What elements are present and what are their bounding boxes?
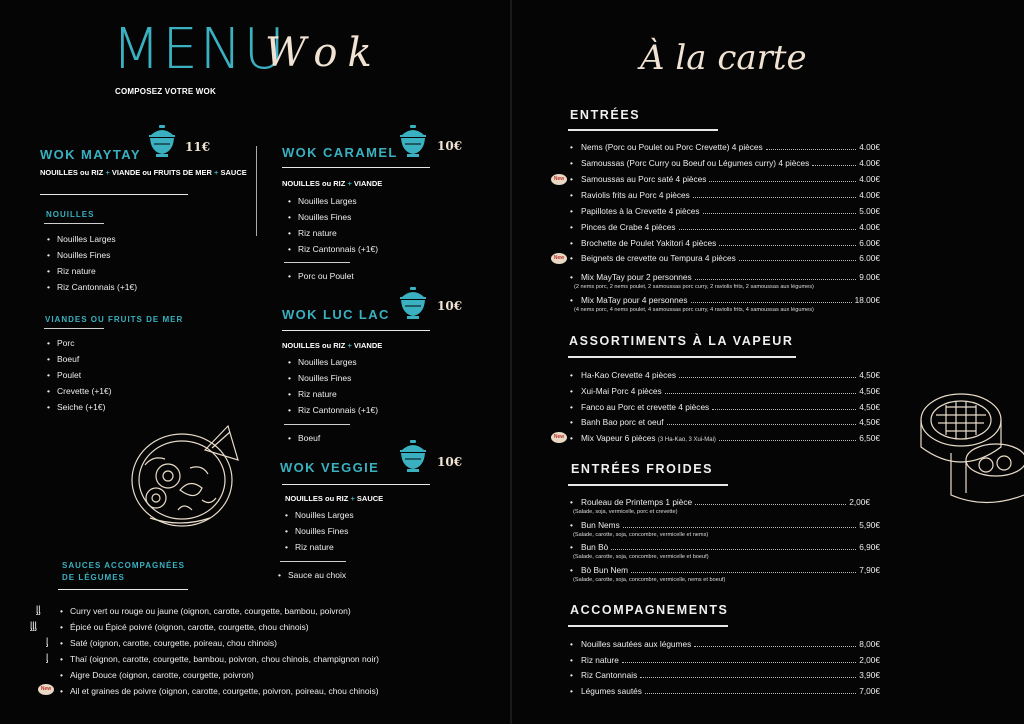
new-badge-icon: New [38,684,54,695]
vapeur-heading: ASSORTIMENTS À LA VAPEUR [569,334,794,348]
menu-row: • Nouilles sautées aux légumes 8,00€ [570,639,880,649]
menu-row: • Riz nature 2,00€ [570,655,880,665]
new-badge-icon: New [551,174,567,185]
wok-luclac-title: WOK LUC LAC [282,307,390,322]
divider-line [282,330,430,331]
list-item: • Nouilles Larges [286,193,378,209]
list-item: • Épicé ou Épicé poivré (oignon, carotte, courgette, chou chinois) [58,619,379,635]
viandes-heading: VIANDES OU FRUITS DE MER [45,315,184,324]
list-item: • Riz nature [45,263,137,279]
bowl-icon [398,124,428,158]
menu-title: MENU [112,17,287,82]
item-note: (Salade, soja, vermicelle, porc et crevette) [573,509,678,515]
chili-icon: ᶅᶅᶅ [30,621,37,632]
list-item: • Curry vert ou rouge ou jaune (oignon, carotte, courgette, bambou, poivron) [58,603,379,619]
wok-luclac-base: NOUILLES ou RIZ + VIANDE [282,341,383,350]
divider-line [280,561,346,562]
nouilles-list [45,231,137,295]
divider-line [282,167,430,168]
menu-row: • Raviolis frits au Porc 4 pièces 4.00€ [570,190,880,200]
list-item: • Aigre Douce (oignon, carotte, courgette, poivron) [58,667,379,683]
wok-caramel-base: NOUILLES ou RIZ + VIANDE [282,179,383,188]
menu-row: • Ha-Kao Crevette 4 pièces 4,50€ [570,370,880,380]
list-item: • Seiche (+1€) [45,399,112,415]
chili-icon: ᶅ [46,637,49,648]
menu-row: • Rouleau de Printemps 1 pièce 2,00€ [570,497,870,507]
menu-row: • Fanco au Porc et crevette 4 pièces 4,50€ [570,402,880,412]
wok-caramel-title: WOK CARAMEL [282,145,398,160]
sauces-list [58,603,379,699]
wok-luclac-list [286,354,378,418]
list-item: • Nouilles Fines [283,523,354,539]
menu-row: • Mix MayTay pour 2 personnes 9.00€ [570,272,880,282]
wok-maytay-base: NOUILLES ou RIZ + VIANDE ou FRUITS DE MER + SAUCE [40,168,247,177]
wok-script-title: Wok [265,30,382,76]
menu-row: • Xui-Mai Porc 4 pièces 4,50€ [570,386,880,396]
list-item: • Nouilles Fines [45,247,137,263]
divider-line [40,194,188,195]
a-la-carte-title: À la carte [640,38,807,78]
sauces-heading: SAUCES ACCOMPAGNÉES DE LÉGUMES [62,561,186,582]
menu-row: • Banh Bao porc et oeuf 4,50€ [570,417,880,427]
list-item: • Riz nature [286,386,378,402]
viandes-list [45,335,112,415]
new-badge-icon: New [551,253,567,264]
list-item: • Ail et graines de poivre (oignon, carotte, courgette, poivron, poireau, chou chinois) [58,683,379,699]
list-item: • Sauce au choix [276,567,346,583]
divider-line [568,484,728,486]
menu-row: • Bun Bò 6,90€ [570,542,880,552]
wok-veggie-title: WOK VEGGIE [280,460,380,475]
bowl-icon [147,124,177,158]
new-badge-icon: New [551,432,567,443]
menu-row: • Samoussas (Porc Curry ou Boeuf ou Légumes curry) 4 pièces 4.00€ [570,158,880,168]
menu-row: • Papillotes à la Crevette 4 pièces 5.00€ [570,206,880,216]
menu-row: • Mix Vapeur 6 pièces (3 Ha-Kao, 3 Xui-Mai) 6,50€ [570,433,880,443]
wok-caramel-price: 10€ [437,139,463,153]
item-note: (Salade, carotte, soja, concombre, vermicelle, nems et boeuf) [573,577,726,583]
entrees-heading: ENTRÉES [570,108,641,122]
list-item: • Boeuf [45,351,112,367]
item-note: (2 nems porc, 2 nems poulet, 2 samoussas porc curry, 2 raviolis frits, 2 samoussas aux légumes) [574,284,814,290]
list-item: • Nouilles Larges [283,507,354,523]
wok-veggie-price: 10€ [437,455,463,469]
subtitle: COMPOSEZ VOTRE WOK [115,87,216,96]
menu-row: • Pinces de Crabe 4 pièces 4.00€ [570,222,880,232]
menu-row: • Samoussas au Porc saté 4 pièces 4.00€ [570,174,880,184]
steamer-basket-illustration [916,385,1024,510]
menu-row: • Riz Cantonnais 3,90€ [570,670,880,680]
list-item: • Porc ou Poulet [286,268,354,284]
bowl-icon [398,439,428,473]
list-item: • Riz Cantonnais (+1€) [45,279,137,295]
menu-row: • Bun Nems 5,90€ [570,520,880,530]
divider-line [568,625,728,627]
list-item: • Saté (oignon, carotte, courgette, poireau, chou chinois) [58,635,379,651]
wok-caramel-meat [286,268,354,284]
wok-caramel-list [286,193,378,257]
nouilles-heading: NOUILLES [46,210,95,219]
entrees-froides-heading: ENTRÉES FROIDES [571,462,714,476]
menu-row: • Légumes sautés 7,00€ [570,686,880,696]
divider-line [44,328,104,329]
divider-line [568,129,718,131]
chili-icon: ᶅᶅ [36,605,41,616]
list-item: • Nouilles Larges [45,231,137,247]
wok-maytay-title: WOK MAYTAY [40,147,141,162]
list-item: • Boeuf [286,430,320,446]
list-item: • Nouilles Larges [286,354,378,370]
wok-maytay-price: 11€ [185,140,211,154]
list-item: • Nouilles Fines [286,209,378,225]
noodle-bowl-illustration [120,420,255,535]
list-item: • Riz nature [283,539,354,555]
list-item: • Riz nature [286,225,378,241]
item-note: (Salade, carotte, soja, concombre, vermicelle et boeuf) [573,554,709,560]
list-item: • Nouilles Fines [286,370,378,386]
chili-icon: ᶅ [46,653,49,664]
wok-luclac-price: 10€ [437,299,463,313]
bowl-icon [398,286,428,320]
list-item: • Poulet [45,367,112,383]
accompagnements-heading: ACCOMPAGNEMENTS [570,603,729,617]
list-item: • Riz Cantonnais (+1€) [286,241,378,257]
item-note: (Salade, carotte, soja, concombre, vermicelle et nems) [573,532,709,538]
divider-line [44,223,104,224]
menu-row: • Brochette de Poulet Yakitori 4 pièces 6.00€ [570,238,880,248]
divider-line [568,356,796,358]
divider-line [58,589,188,590]
divider-line [282,484,430,485]
wok-veggie-base: NOUILLES ou RIZ + SAUCE [285,494,384,503]
menu-row: • Mix MaTay pour 4 personnes 18.00€ [570,295,880,305]
item-note: (4 nems porc, 4 nems poulet, 4 samoussas porc curry, 4 raviolis frits, 4 samoussas aux légumes) [574,307,814,313]
list-item: • Thaï (oignon, carotte, courgette, bambou, poivron, chou chinois, champignon noir) [58,651,379,667]
divider-line [284,424,350,425]
list-item: • Riz Cantonnais (+1€) [286,402,378,418]
list-item: • Crevette (+1€) [45,383,112,399]
list-item: • Porc [45,335,112,351]
menu-row: • Beignets de crevette ou Tempura 4 pièces 6.00€ [570,253,880,263]
menu-row: • Bò Bun Nem 7,90€ [570,565,880,575]
wok-veggie-sauce [276,567,346,583]
divider-line [284,262,350,263]
wok-veggie-list [283,507,354,555]
column-divider [256,146,257,236]
menu-row: • Nems (Porc ou Poulet ou Porc Crevette) 4 pièces 4.00€ [570,142,880,152]
wok-luclac-meat [286,430,320,446]
